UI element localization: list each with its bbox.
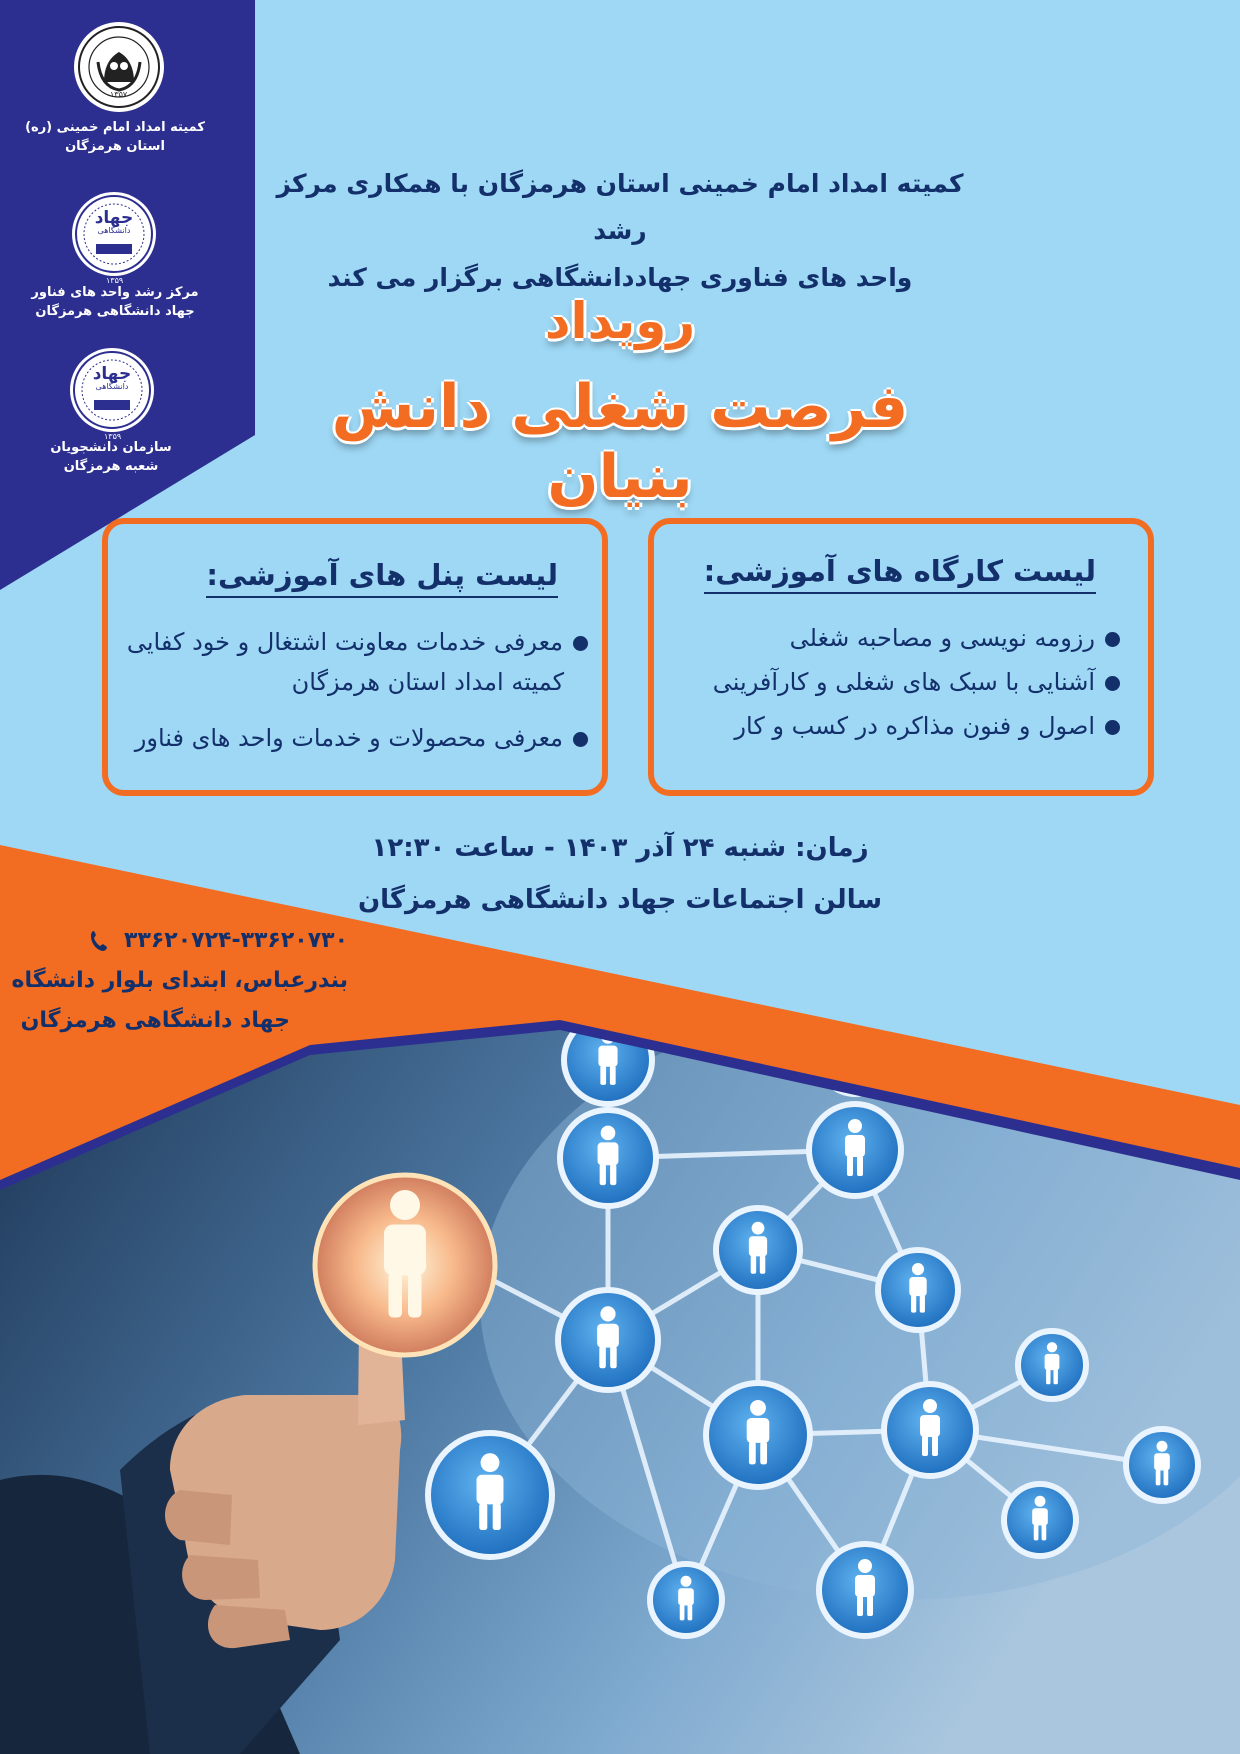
event-venue: سالن اجتماعات جهاد دانشگاهی هرمزگان <box>357 885 883 915</box>
panels-box <box>102 518 608 796</box>
jahad-students-subword: دانشگاهی <box>95 382 129 391</box>
workshops-box <box>648 518 1154 796</box>
workshops-title: لیست کارگاه های آموزشی: <box>704 554 1096 594</box>
network-node <box>819 1544 911 1636</box>
jahad-students-year: ۱۳۵۹ <box>104 432 122 441</box>
contact-phones <box>90 928 348 953</box>
network-node <box>560 1110 656 1206</box>
network-node <box>716 1208 800 1292</box>
panels-title: لیست پنل های آموزشی: <box>206 558 558 598</box>
panel-item <box>127 622 588 662</box>
panel-item-continued: کمیته امداد استان هرمزگان <box>291 668 564 696</box>
jahad-center-logo <box>72 192 156 276</box>
panel-item-text: معرفی خدمات معاونت اشتغال و خود کفایی <box>126 628 563 656</box>
network-node <box>809 1104 901 1196</box>
workshop-item <box>734 706 1120 746</box>
jahad-center-year: ۱۳۵۹ <box>106 276 124 285</box>
network-node <box>1018 1331 1086 1399</box>
network-node <box>884 1384 976 1476</box>
jahad-center-word: جهاد <box>94 208 134 228</box>
bullet-icon <box>1105 720 1120 735</box>
workshop-item <box>713 662 1120 702</box>
workshop-item-text: اصول و فنون مذاکره در کسب و کار <box>734 712 1095 740</box>
network-node <box>706 1383 810 1487</box>
network-node <box>1004 1484 1076 1556</box>
network-node <box>428 1433 552 1557</box>
phone-icon <box>90 930 108 952</box>
contact-address <box>0 968 348 993</box>
jahad-center-name <box>0 283 230 321</box>
workshop-item-text: آشنایی با سبک های شغلی و کارآفرینی <box>712 668 1095 696</box>
bullet-icon <box>1105 632 1120 647</box>
bullet-icon <box>1105 676 1120 691</box>
address-line1: بندرعباس، ابتدای بلوار دانشگاه <box>11 968 348 993</box>
jahad-students-name-line2: شعبه هرمزگان <box>63 459 159 474</box>
jahad-students-word: جهاد <box>92 364 132 384</box>
jahad-center-name-line1: مرکز رشد واحد های فناور <box>31 285 199 300</box>
panel-item-text: معرفی محصولات و خدمات واحد های فناور <box>134 724 563 752</box>
bullet-icon <box>573 732 588 747</box>
bullet-icon <box>573 636 588 651</box>
emdad-name-line1: کمیته امداد امام خمینی (ره) <box>25 120 205 135</box>
event-time: زمان: شنبه ۲۴ آذر ۱۴۰۳ - ساعت ۱۲:۳۰ <box>371 833 869 863</box>
emdad-year: ۱۳۵۷ <box>110 90 128 99</box>
network-node <box>1126 1429 1198 1501</box>
network-node <box>878 1250 958 1330</box>
workshop-item-text: رزومه نویسی و مصاحبه شغلی <box>789 624 1095 652</box>
emdad-name <box>0 118 230 156</box>
intro-text <box>250 160 990 301</box>
workshop-item <box>790 618 1120 658</box>
event-title-line1: رویداد <box>544 292 696 350</box>
phone-numbers: ۳۳۶۲۰۷۲۴-۳۳۶۲۰۷۳۰ <box>124 928 348 953</box>
event-title-line2: فرصت شغلی دانش بنیان <box>331 372 909 512</box>
jahad-students-name <box>0 438 226 476</box>
network-node <box>650 1564 722 1636</box>
jahad-center-name-line2: جهاد دانشگاهی هرمزگان <box>35 304 195 319</box>
jahad-students-logo <box>70 348 154 432</box>
emdad-name-line2: استان هرمزگان <box>65 139 165 154</box>
contact-address-org: جهاد دانشگاهی هرمزگان <box>20 1008 290 1033</box>
jahad-center-subword: دانشگاهی <box>97 226 131 235</box>
intro-line2: واحد های فناوری جهاددانشگاهی برگزار می کند <box>327 263 913 292</box>
network-node <box>558 1290 658 1390</box>
panel-item <box>135 718 588 758</box>
intro-line1: کمیته امداد امام خمینی استان هرمزگان با همکاری مرکز رشد <box>276 169 964 245</box>
jahad-students-name-line1: سازمان دانشجویان <box>50 440 172 455</box>
